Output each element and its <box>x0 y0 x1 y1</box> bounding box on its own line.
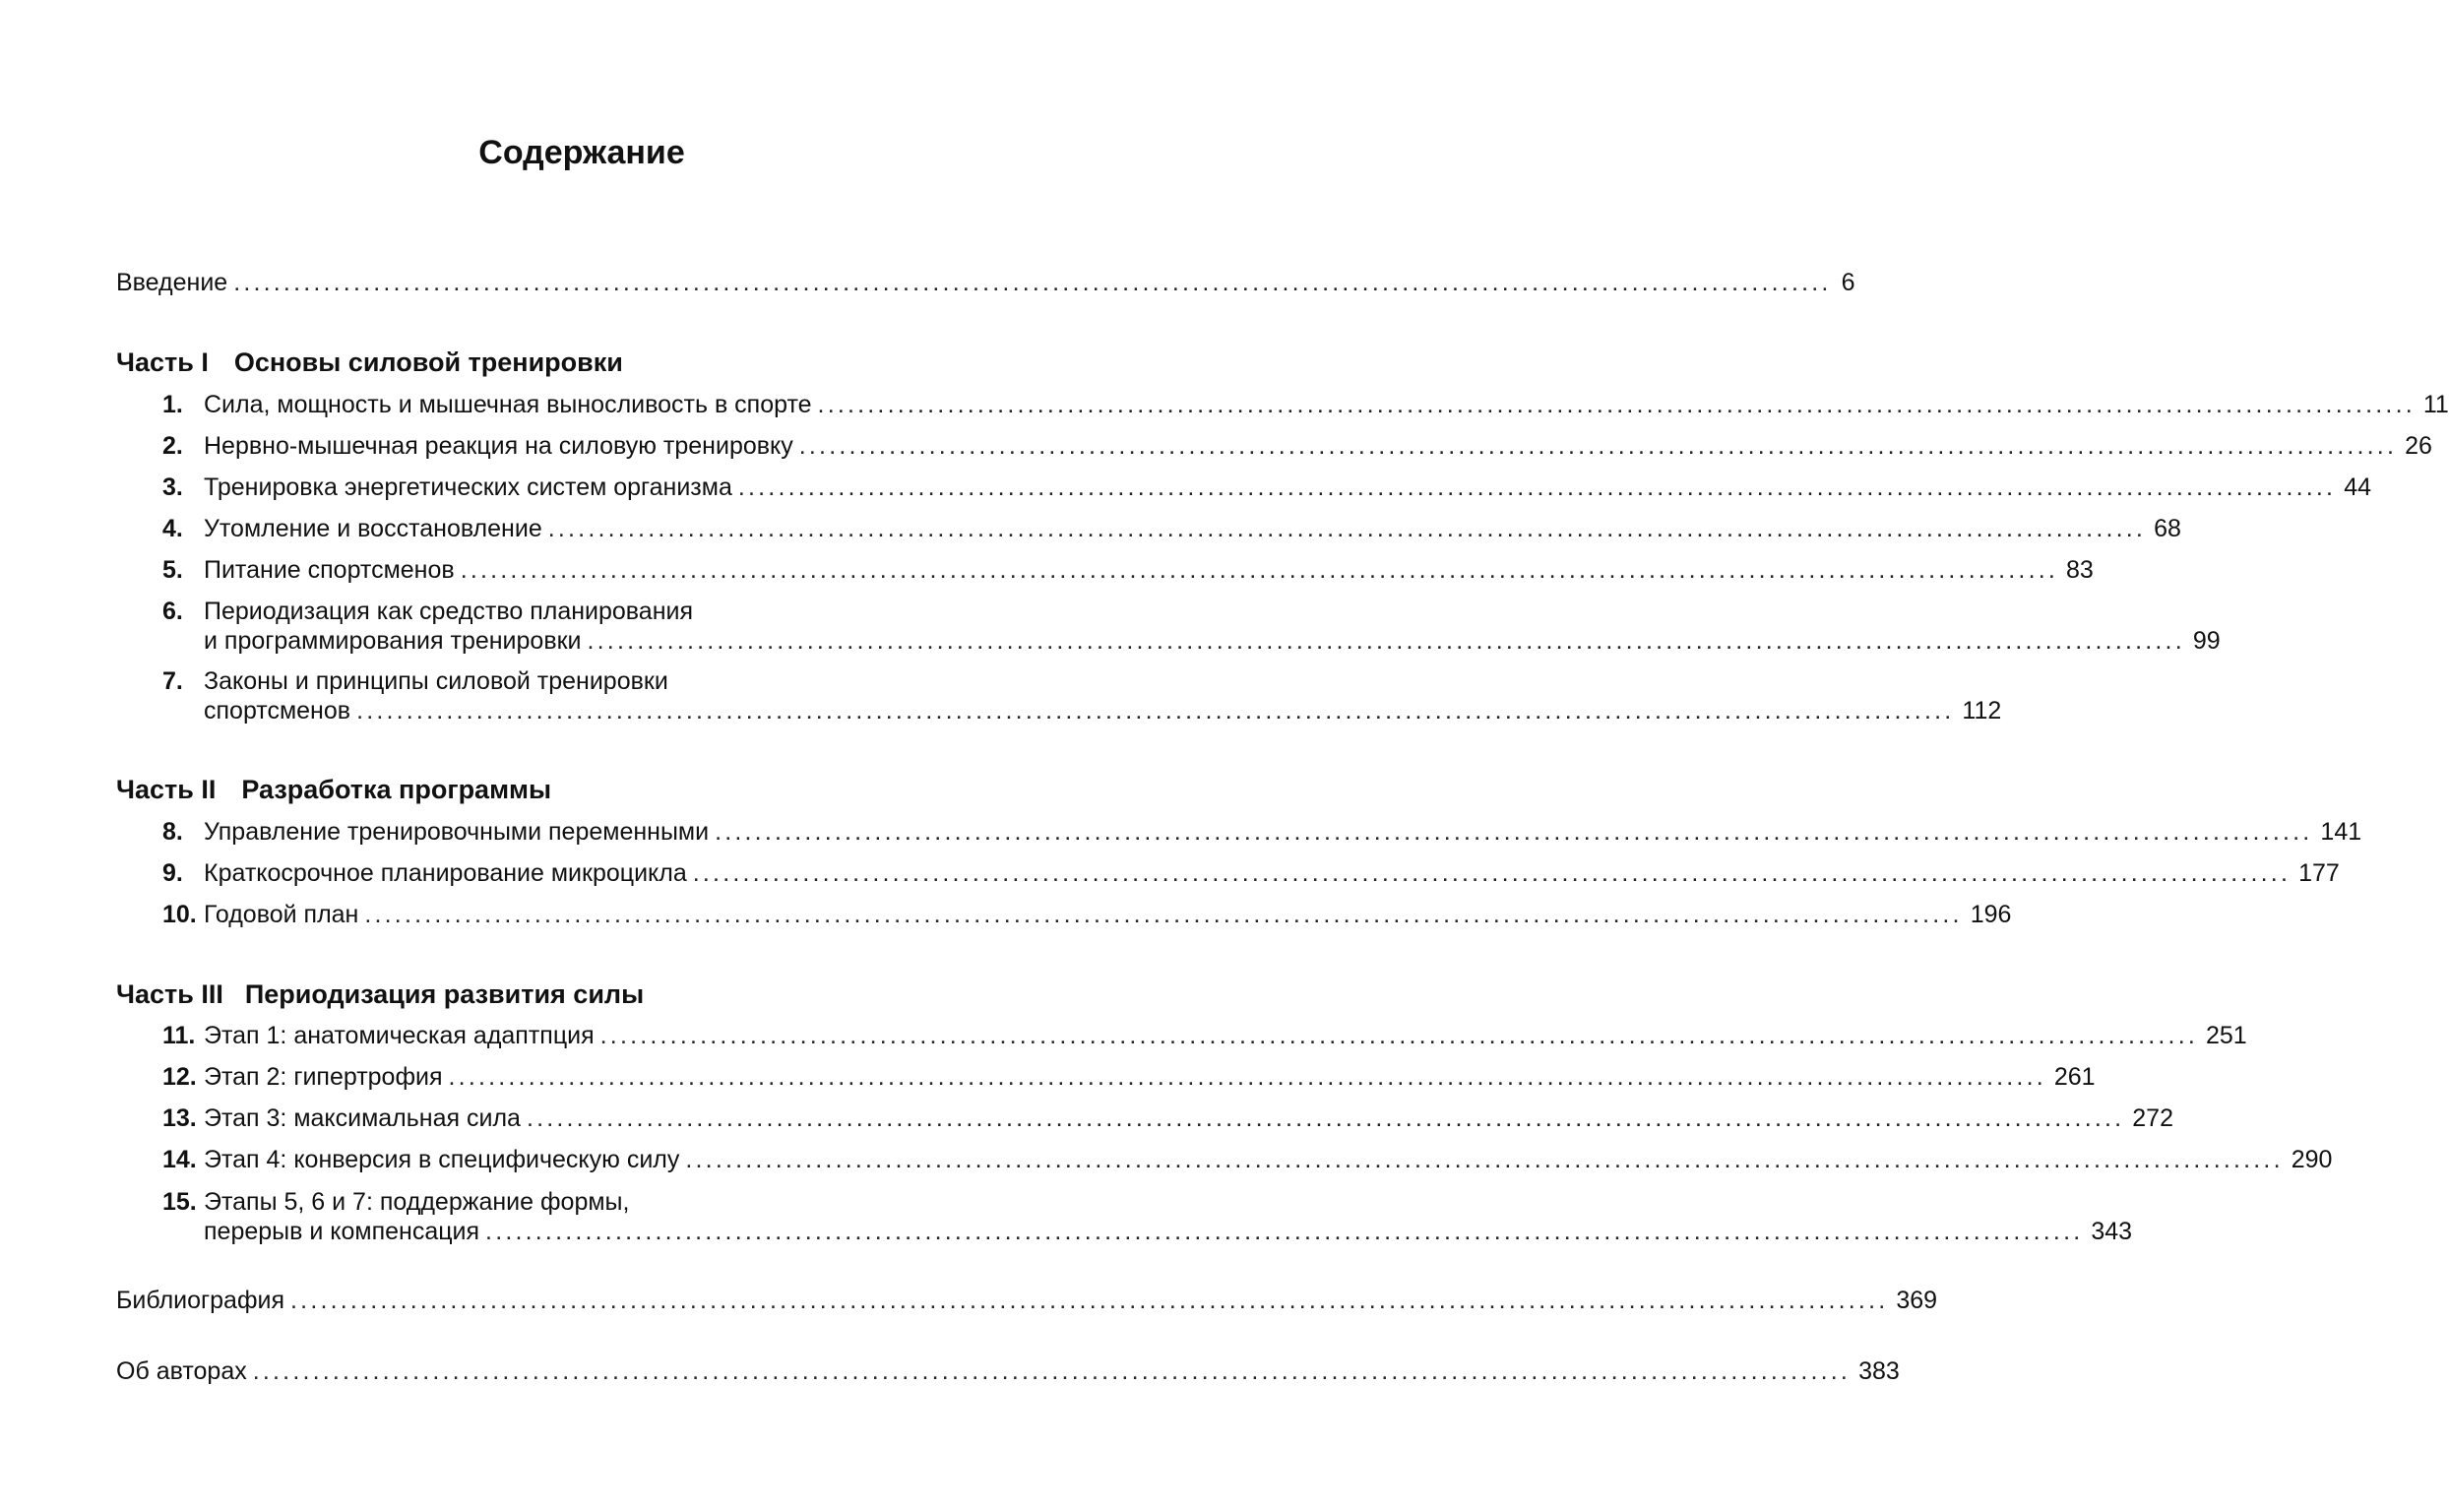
toc-entry-chapter[interactable] <box>204 1217 2133 1246</box>
dot-leader: ................................................................................................................................................................ <box>448 1063 2046 1091</box>
chapter-number: 6. <box>162 598 183 625</box>
chapter-number: 8. <box>162 818 183 846</box>
chapter-title: Краткосрочное планирование микроцикла <box>204 859 687 887</box>
part-title: Разработка программы <box>241 775 552 804</box>
part-title: Основы силовой тренировки <box>233 347 623 377</box>
chapter-number: 2. <box>162 432 183 460</box>
toc-entry-chapter[interactable] <box>204 390 2449 419</box>
page-number: 343 <box>2091 1218 2133 1245</box>
chapter-title-line: Этапы 5, 6 и 7: поддержание формы, <box>204 1188 630 1216</box>
dot-leader: ................................................................................................................................................................ <box>798 432 2398 460</box>
page-number: 26 <box>2405 432 2432 460</box>
chapter-number: 1. <box>162 391 183 418</box>
chapter-title-line: Законы и принципы силовой тренировки <box>204 667 668 695</box>
toc-entry-chapter[interactable] <box>204 626 2221 656</box>
page-number: 290 <box>2291 1146 2333 1173</box>
chapter-number: 5. <box>162 556 183 584</box>
chapter-title-line: Периодизация как средство планирования <box>204 598 694 625</box>
toc-entry-chapter[interactable] <box>204 1021 2247 1050</box>
dot-leader: ................................................................................................................................................................ <box>356 697 1955 724</box>
toc-entry-chapter[interactable] <box>204 817 2362 847</box>
dot-leader: ................................................................................................................................................................ <box>485 1218 2084 1245</box>
part-label: Часть II <box>116 775 217 804</box>
chapter-title: Нервно-мышечная реакция на силовую тренировку <box>204 432 793 460</box>
entry-label: Библиография <box>116 1287 285 1314</box>
page-number: 99 <box>2192 627 2221 655</box>
toc-entry-chapter[interactable] <box>204 1062 2096 1092</box>
chapter-title: Этап 2: гипертрофия <box>204 1063 443 1091</box>
chapter-number: 13. <box>162 1104 197 1132</box>
dot-leader: ................................................................................................................................................................ <box>715 818 2313 846</box>
page-number: 141 <box>2320 818 2362 846</box>
chapter-number: 9. <box>162 859 183 887</box>
part-label: Часть I <box>116 347 209 377</box>
toc-entry-bibliography[interactable] <box>116 1286 1938 1315</box>
dot-leader: ................................................................................................................................................................ <box>737 473 2337 501</box>
toc-entry-chapter[interactable] <box>204 472 2371 502</box>
part-label: Часть III <box>116 979 223 1009</box>
page-number: 112 <box>1962 697 2002 724</box>
dot-leader: ................................................................................................................................................................ <box>460 556 2059 584</box>
entry-label: Введение <box>116 269 228 296</box>
toc-entry-chapter[interactable] <box>204 514 2181 543</box>
chapter-number: 7. <box>162 667 183 695</box>
chapter-title: Этап 1: анатомическая адаптпция <box>204 1022 595 1049</box>
dot-leader: ................................................................................................................................................................ <box>817 391 2416 418</box>
dot-leader: ................................................................................................................................................................ <box>290 1287 1889 1314</box>
part-heading <box>116 346 623 379</box>
chapter-title: Этап 3: максимальная сила <box>204 1104 521 1132</box>
part-heading <box>116 977 644 1011</box>
page-title: Содержание <box>478 134 685 171</box>
chapter-title: Годовой план <box>204 901 359 928</box>
part-title: Периодизация развития силы <box>244 979 645 1009</box>
page-number: 68 <box>2154 515 2181 542</box>
entry-label: Об авторах <box>116 1357 247 1385</box>
chapter-title: спортсменов <box>204 697 351 724</box>
chapter-number: 10. <box>162 901 197 928</box>
chapter-number: 14. <box>162 1146 197 1173</box>
chapter-number: 12. <box>162 1063 197 1091</box>
toc-entry-chapter[interactable] <box>204 431 2432 461</box>
chapter-title: Сила, мощность и мышечная выносливость в спорте <box>204 391 812 418</box>
toc-entry-chapter[interactable] <box>204 1145 2333 1174</box>
page-number: 44 <box>2344 473 2371 501</box>
dot-leader: ................................................................................................................................................................ <box>252 1357 1852 1385</box>
chapter-title: Утомление и восстановление <box>204 515 542 542</box>
toc-entry-chapter[interactable] <box>204 555 2094 585</box>
page-number: 83 <box>2066 556 2094 584</box>
dot-leader: ................................................................................................................................................................ <box>364 901 1963 928</box>
chapter-number: 15. <box>162 1188 197 1216</box>
page-number: 177 <box>2298 859 2340 887</box>
toc-entry-chapter[interactable] <box>204 858 2340 888</box>
page-number: 6 <box>1841 269 1855 296</box>
chapter-title: Питание спортсменов <box>204 556 455 584</box>
toc-entry-chapter[interactable] <box>204 696 2002 725</box>
chapter-title: Этап 4: конверсия в специфическую силу <box>204 1146 680 1173</box>
dot-leader: ................................................................................................................................................................ <box>599 1022 2198 1049</box>
page-number: 272 <box>2132 1104 2173 1132</box>
chapter-title: Тренировка энергетических систем организма <box>204 473 732 501</box>
dot-leader: ................................................................................................................................................................ <box>233 269 1832 296</box>
dot-leader: ................................................................................................................................................................ <box>547 515 2147 542</box>
chapter-title: Управление тренировочными переменными <box>204 818 710 846</box>
part-heading <box>116 773 551 806</box>
page-number: 196 <box>1970 901 2012 928</box>
page-number: 261 <box>2053 1063 2096 1091</box>
toc-entry-chapter[interactable] <box>204 900 2012 929</box>
chapter-title: и программирования тренировки <box>204 627 582 655</box>
dot-leader: ................................................................................................................................................................ <box>587 627 2185 655</box>
page-number: 11 <box>2422 391 2449 418</box>
dot-leader: ................................................................................................................................................................ <box>692 859 2292 887</box>
chapter-number: 11. <box>162 1022 196 1049</box>
page-number: 383 <box>1858 1357 1900 1385</box>
dot-leader: ................................................................................................................................................................ <box>685 1146 2284 1173</box>
toc-entry-intro[interactable] <box>116 268 1855 297</box>
page-number: 369 <box>1896 1287 1938 1314</box>
chapter-title: перерыв и компенсация <box>204 1218 480 1245</box>
dot-leader: ................................................................................................................................................................ <box>526 1104 2125 1132</box>
chapter-number: 4. <box>162 515 183 542</box>
toc-entry-about[interactable] <box>116 1356 1900 1386</box>
page-number: 251 <box>2205 1022 2247 1049</box>
chapter-number: 3. <box>162 473 183 501</box>
toc-entry-chapter[interactable] <box>204 1103 2173 1133</box>
